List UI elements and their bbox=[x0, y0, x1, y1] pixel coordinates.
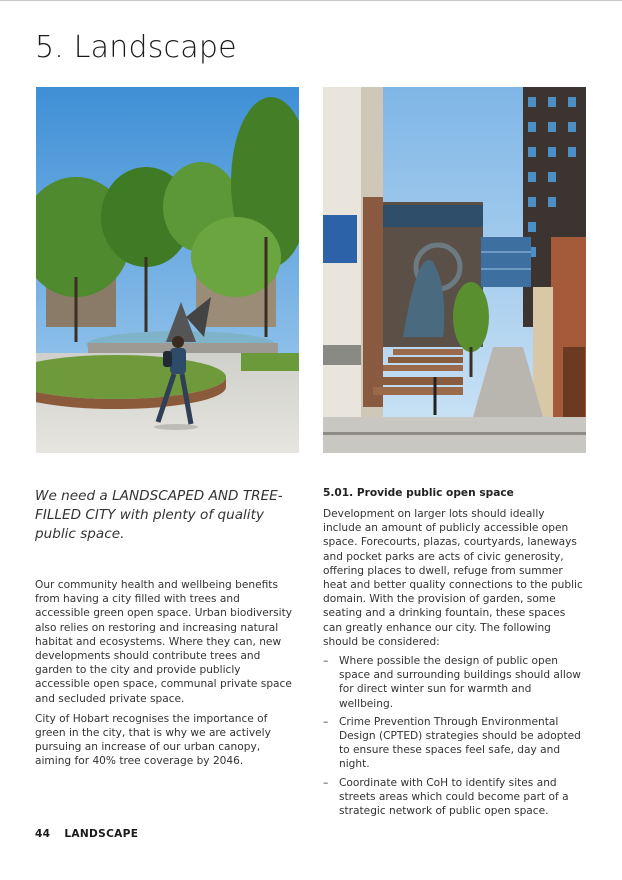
list-item bbox=[323, 776, 585, 819]
intro-paragraph: Development on larger lots should ideally include an amount of publicly accessible open space. Forecourts, plazas, courtyards, laneways and pocket parks are acts of civic generosity, offering places to dwell, refuge from summer heat and better quality connections to the public domain. With the provision of garden, some seating and a drinking fountain, these spaces can greatly enhance our city. The following should be considered: bbox=[323, 508, 583, 648]
laneway-photo-illustration bbox=[323, 87, 586, 453]
plaza-photo bbox=[36, 87, 299, 453]
pull-quote: We need a LANDSCAPED AND TREE-FILLED CITY with plenty of quality public space. bbox=[35, 488, 283, 542]
dash-icon: – bbox=[323, 776, 329, 789]
footer-section: LANDSCAPE bbox=[64, 828, 139, 840]
top-rule bbox=[0, 0, 622, 1]
paragraph: City of Hobart recognises the importance of green in the city, that is why we are actively pursuing an increase of our urban canopy, aiming for 40% tree coverage by 2046. bbox=[35, 712, 271, 768]
laneway-photo bbox=[323, 87, 586, 453]
list-item bbox=[323, 654, 585, 711]
list-item-text: Where possible the design of public open space and surrounding buildings should allow for direct winter sun for warmth and wellbeing. bbox=[339, 655, 581, 710]
dash-icon: – bbox=[323, 655, 329, 668]
page-title: 5. Landscape bbox=[35, 30, 237, 65]
left-body-text bbox=[35, 578, 297, 775]
list-item-text: Coordinate with CoH to identify sites and streets areas which could become part of a strategic network of public open space. bbox=[339, 776, 569, 818]
section-heading: 5.01. Provide public open space bbox=[323, 487, 514, 499]
plaza-photo-illustration bbox=[36, 87, 299, 453]
right-body-text bbox=[323, 507, 585, 822]
list-item bbox=[323, 715, 585, 772]
paragraph: Our community health and wellbeing benefits from having a city filled with trees and accessible green open space. Urban biodiversity also relies on restoring and increasing natural habitat and ecosystems. Where they can, new developments should contribute trees and garden to the city and provide publicly accessible open space, communal private space and secluded private space. bbox=[35, 579, 293, 705]
dash-icon: – bbox=[323, 715, 329, 728]
bullet-list bbox=[323, 654, 585, 818]
page-number: 44 bbox=[35, 828, 51, 840]
page-footer bbox=[35, 828, 138, 840]
list-item-text: Crime Prevention Through Environmental Design (CPTED) strategies should be adopted to ensure these spaces feel safe, day and night. bbox=[339, 715, 581, 771]
